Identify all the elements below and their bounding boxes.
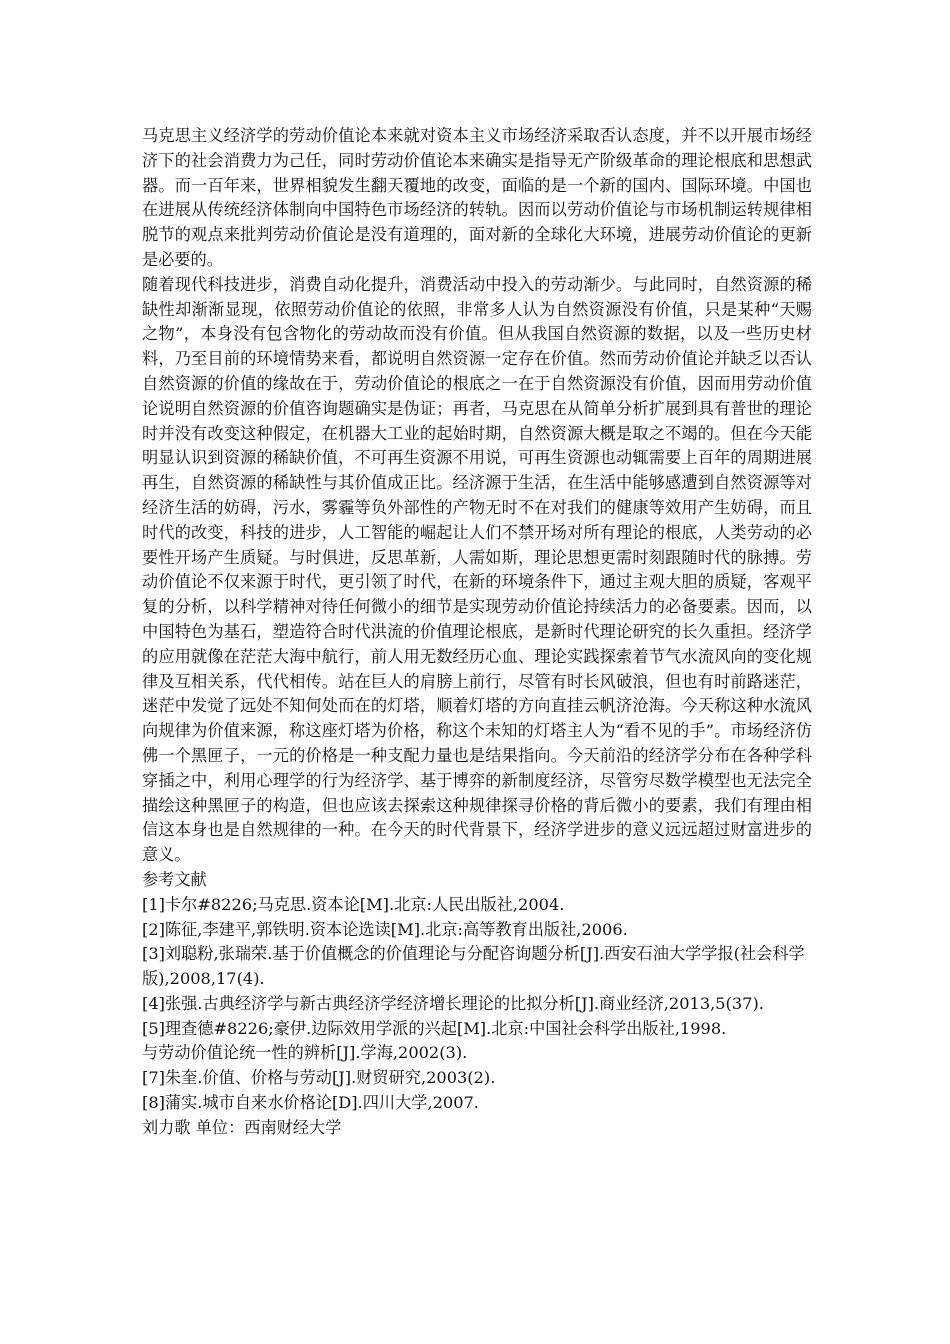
reference-item-3: [3]刘聪粉,张瑞荣.基于价值概念的价值理论与分配咨询题分析[J].西安石油大学学报(社会科学版),2008,17(4). [142,944,805,989]
reference-item-6: 与劳动价值论统一性的辨析[J].学海,2002(3). [142,1043,468,1063]
author-affiliation: 刘力歌 单位：西南财经大学 [142,1117,342,1137]
references-heading: 参考文献 [142,869,207,889]
reference-item-7: [7]朱奎.价值、价格与劳动[J].财贸研究,2003(2). [142,1068,496,1088]
references-list [142,893,812,1116]
reference-item-8: [8]蒲实.城市自来水价格论[D].四川大学,2007. [142,1093,479,1113]
document-page [142,124,812,1141]
body-paragraph-1: 马克思主义经济学的劳动价值论本来就对资本主义市场经济采取否认态度，并不以开展市场经济下的社会消费力为己任，同时劳动价值论本来确实是指导无产阶级革命的理论根底和思想武器。而一百年来，世界相貌发生翻天覆地的改变，面临的是一个新的国内、国际环境。中国也在进展从传统经济体制向中国特色市场经济的转轨。因而以劳动价值论与市场机制运转规律相脱节的观点来批判劳动价值论是没有道理的，面对新的全球化大环境，进展劳动价值论的更新是必要的。 [142,126,812,269]
reference-item-5: [5]理查德#8226;豪伊.边际效用学派的兴起[M].北京:中国社会科学出版社,1998. [142,1018,727,1038]
reference-item-2: [2]陈征,李建平,郭铁明.资本论选读[M].北京:高等教育出版社,2006. [142,919,628,939]
body-paragraph-2: 随着现代科技进步，消费自动化提升，消费活动中投入的劳动渐少。与此同时，自然资源的稀缺性却渐渐显现，依照劳动价值论的依照，非常多人认为自然资源没有价值，只是某种“天赐之物”，本身没有包含物化的劳动故而没有价值。但从我国自然资源的数据，以及一些历史材料，乃至目前的环境情势来看，都说明自然资源一定存在价值。然而劳动价值论并缺乏以否认自然资源的价值的缘故在于，劳动价值论的根底之一在于自然资源没有价值，因而用劳动价值论说明自然资源的价值咨询题确实是伪证；再者，马克思在从简单分析扩展到具有普世的理论时并没有改变这种假定，在机器大工业的起始时期，自然资源大概是取之不竭的。但在今天能明显认识到资源的稀缺价值，不可再生资源不用说，可再生资源也动辄需要上百年的周期进展再生，自然资源的稀缺性与其价值成正比。经济源于生活，在生活中能够感遭到自然资源等对经济生活的妨碍，污水，雾霾等负外部性的产物无时不在对我们的健康等效用产生妨碍，而且时代的改变，科技的进步，人工智能的崛起让人们不禁开场对所有理论的根底，人类劳动的必要性开场产生质疑。与时俱进，反思革新，人需如斯，理论思想更需时刻跟随时代的脉搏。劳动价值论不仅来源于时代，更引领了时代，在新的环境条件下，通过主观大胆的质疑，客观平复的分析，以科学精神对待任何微小的细节是实现劳动价值论持续活力的必备要素。因而，以中国特色为基石，塑造符合时代洪流的价值理论根底，是新时代理论研究的长久重担。经济学的应用就像在茫茫大海中航行，前人用无数经历心血、理论实践探索着节气水流风向的变化规律及互相关系，代代相传。站在巨人的肩膀上前行，尽管有时长风破浪，但也有时前路迷茫，迷茫中发觉了远处不知何处而在的灯塔，顺着灯塔的方向直挂云帆济沧海。今天称这种水流风向规律为价值来源，称这座灯塔为价格，称这个未知的灯塔主人为“看不见的手”。市场经济仿佛一个黑匣子，一元的价格是一种支配力量也是结果指向。今天前沿的经济学分布在各种学科穿插之中，利用心理学的行为经济学、基于博弈的新制度经济，尽管穷尽数学模型也无法完全描绘这种黑匣子的构造，但也应该去探索这种规律探寻价格的背后微小的要素，我们有理由相信这本身也是自然规律的一种。在今天的时代背景下，经济学进步的意义远远超过财富进步的意义。 [142,274,812,865]
reference-item-4: [4]张强.古典经济学与新古典经济学经济增长理论的比拟分析[J].商业经济,2013,5(37). [142,993,764,1013]
reference-item-1: [1]卡尔#8226;马克思.资本论[M].北京:人民出版社,2004. [142,894,565,914]
